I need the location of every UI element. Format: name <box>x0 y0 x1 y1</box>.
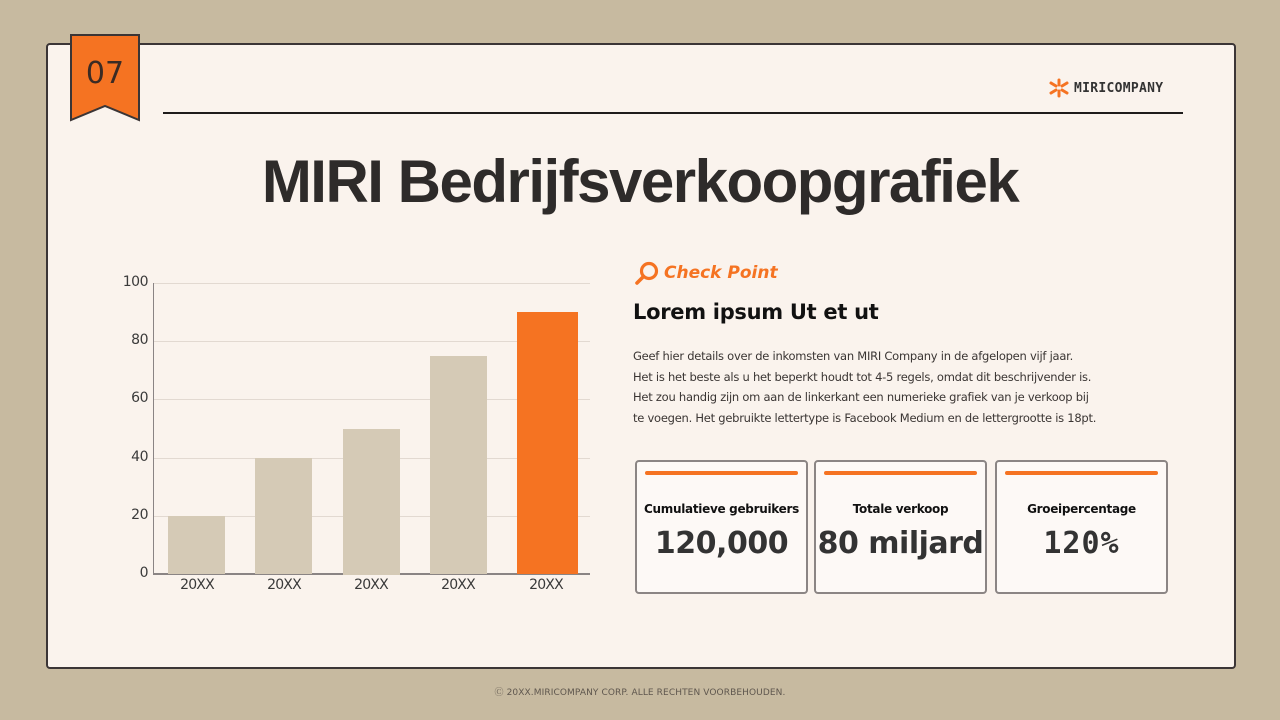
bar-highlighted <box>517 312 578 574</box>
stat-accent-bar <box>824 471 977 475</box>
description-line: Het is het beste als u het beperkt houdt tot 4-5 regels, omdat dit beschrijvender is. <box>633 369 1092 384</box>
stat-card-growth-rate <box>995 460 1168 594</box>
description-line: Het zou handig zijn om aan de linkerkant een numerieke grafiek van je verkoop bij <box>633 390 1089 404</box>
y-tick-label: 20 <box>131 507 148 523</box>
brand-logo <box>1049 78 1163 98</box>
slide-number-badge <box>70 34 140 122</box>
y-tick-label: 100 <box>122 274 148 290</box>
stat-card-cumulative-users <box>635 460 808 594</box>
stat-card-total-sales <box>814 460 987 594</box>
x-tick-label: 20XX <box>267 577 301 593</box>
sales-bar-chart <box>100 270 600 600</box>
gridline <box>154 283 590 284</box>
stat-value: 120% <box>1043 526 1120 561</box>
stat-value: 80 miljard <box>817 526 984 561</box>
brand-name: MIRICOMPANY <box>1074 80 1164 96</box>
x-tick-label: 20XX <box>441 577 475 593</box>
asterisk-logo-icon <box>1049 78 1069 98</box>
y-tick-label: 60 <box>131 390 148 406</box>
slide-number: 07 <box>85 56 125 91</box>
magnifier-icon <box>634 261 660 285</box>
bar <box>255 458 312 574</box>
x-tick-label: 20XX <box>529 577 563 593</box>
stat-label: Cumulatieve gebruikers <box>644 502 799 516</box>
stat-label: Totale verkoop <box>852 502 949 516</box>
description-line: te voegen. Het gebruikte lettertype is Facebook Medium en de lettergrootte is 18pt. <box>633 410 1097 425</box>
section-heading: Lorem ipsum Ut et ut <box>633 300 879 324</box>
y-tick-label: 40 <box>131 449 148 465</box>
page-title: MIRI Bedrijfsverkoopgrafiek <box>261 148 1019 215</box>
y-tick-label: 0 <box>139 565 148 581</box>
checkpoint-header <box>634 261 778 285</box>
bar <box>168 516 225 574</box>
y-tick-label: 80 <box>131 332 148 348</box>
x-tick-label: 20XX <box>180 577 214 593</box>
y-axis <box>153 283 154 574</box>
bar <box>343 429 400 575</box>
stat-accent-bar <box>645 471 798 475</box>
header-divider <box>163 112 1183 114</box>
checkpoint-label: Check Point <box>664 263 778 283</box>
footer-copyright: Ⓒ 20XX.MIRICOMPANY CORP. ALLE RECHTEN VOORBEHOUDEN. <box>494 688 786 698</box>
x-tick-label: 20XX <box>354 577 388 593</box>
stat-accent-bar <box>1005 471 1158 475</box>
stat-value: 120,000 <box>654 526 789 561</box>
stat-label: Groeipercentage <box>1027 502 1136 516</box>
description-paragraph <box>633 346 1153 428</box>
description-line: Geef hier details over de inkomsten van MIRI Company in de afgelopen vijf jaar. <box>633 349 1073 363</box>
bar <box>430 356 487 574</box>
